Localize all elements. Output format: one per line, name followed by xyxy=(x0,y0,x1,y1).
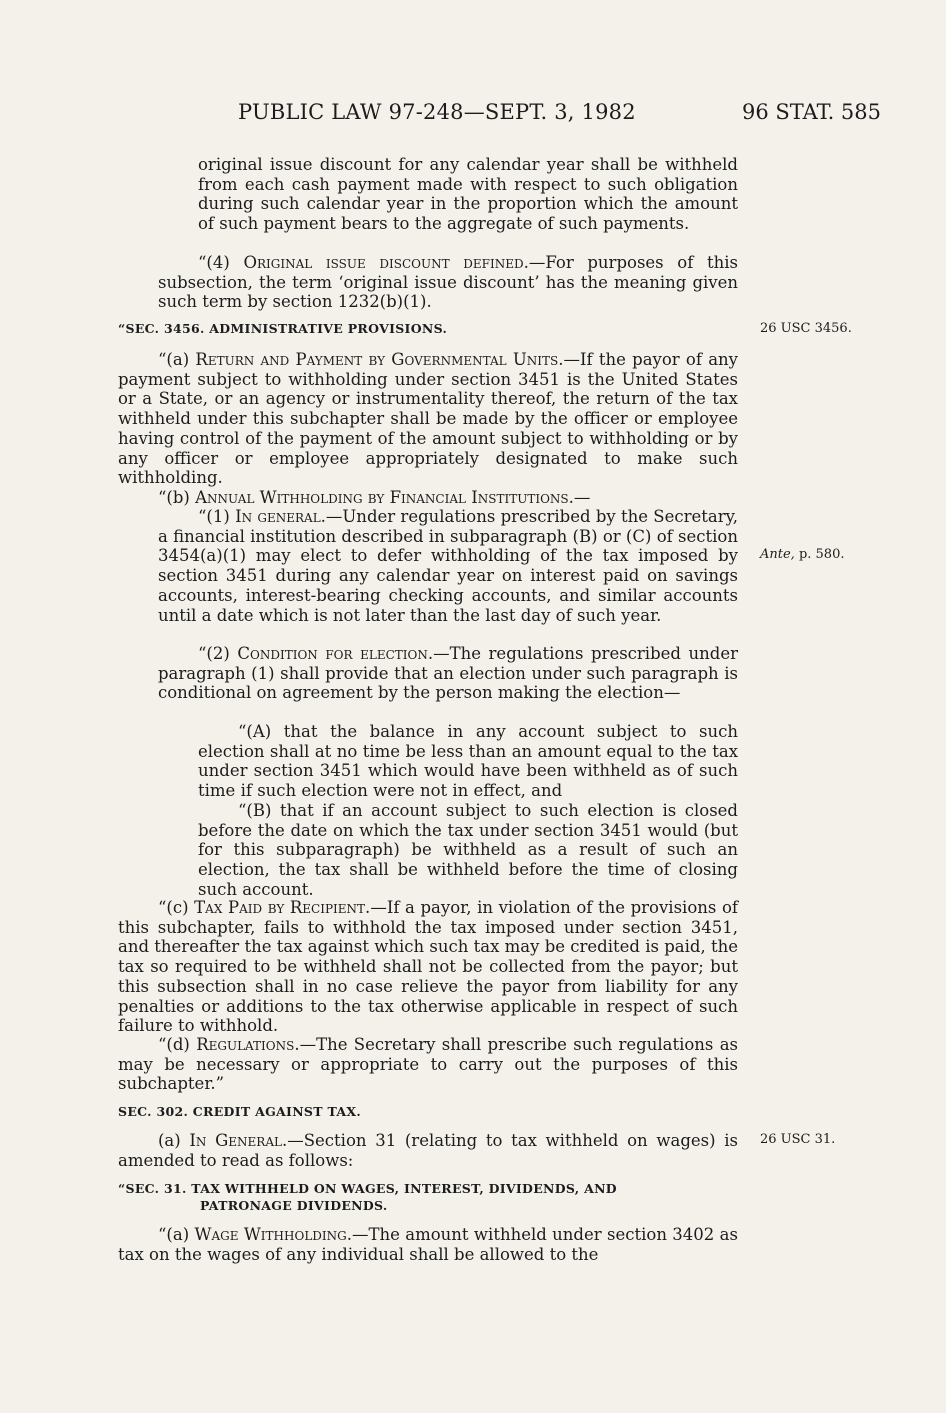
section-3456-heading: “SEC. 3456. ADMINISTRATIVE PROVISIONS. xyxy=(118,321,448,336)
section-heading-line-1: “SEC. 31. TAX WITHHELD ON WAGES, INTEREST, DIVIDENDS, AND xyxy=(118,1181,617,1196)
subparagraph-A: “(A) that the balance in any account subject to such election shall at no time be less than an amount equal to the tax under section 3451 which would have been withheld as of such time if such election were not in effect, and xyxy=(198,722,738,801)
subsection-c xyxy=(118,898,738,1036)
paragraph-text: —If a payor, in violation of the provisions of this subchapter, fails to withhold the tax imposed under section 3451, and thereafter the tax against which such tax may be credited is paid, the tax so required to be withheld shall not be collected from the payor; but this subsection shall in no case relieve the payor from liability for any penalties or additions to the tax otherwise applicable in respect of such failure to withhold. xyxy=(118,898,739,1036)
paragraph-b-1 xyxy=(158,507,738,625)
paragraph-text: —The Secretary shall prescribe such regulations as may be necessary or appropriate to carry out the purposes of this subchapter.” xyxy=(118,1035,739,1094)
paragraph-heading: In general. xyxy=(235,507,326,526)
paragraph-number: “(1) xyxy=(198,507,236,526)
paragraph-text: —For purposes of this subsection, the term ‘original issue discount’ has the meaning given such term by section 1232(b)(1). xyxy=(158,253,738,312)
paragraph-heading: In General. xyxy=(189,1131,288,1150)
paragraph-heading: Regulations. xyxy=(196,1035,300,1054)
paragraph-number: “(4) xyxy=(198,253,244,272)
paragraph-heading: Wage Withholding. xyxy=(194,1225,352,1244)
paragraph-continuation: original issue discount for any calendar year shall be withheld from each cash payment made with respect to such obligation during such calendar year in the proportion which the amount of such payment bears to the aggregate of such payments. xyxy=(198,155,738,234)
paragraph-number: “(2) xyxy=(198,644,238,663)
paragraph-text: —Under regulations prescribed by the Secretary, a financial institution described in subparagraph (B) or (C) of section 3454(a)(1) may elect to defer withholding of the tax imposed by section 3451 during any calendar year on interest paid on savings accounts, interest-bearing checking accounts, and similar accounts until a date which is not later than the last day of such year. xyxy=(158,507,738,625)
margin-note-26usc31: 26 USC 31. xyxy=(760,1132,836,1147)
paragraph-text: —Section 31 (relating to tax withheld on wages) is amended to read as follows: xyxy=(118,1131,738,1170)
paragraph-number: “(c) xyxy=(158,898,195,917)
margin-note-ante xyxy=(760,547,844,562)
section-302-subsection-a xyxy=(118,1131,738,1170)
section-31-subsection-a xyxy=(118,1225,738,1264)
paragraph-b-2 xyxy=(158,644,738,703)
paragraph-text: —If the payor of any payment subject to withholding under section 3451 is the United States or a State, or an agency or instrumentality thereof, the return of the tax withheld under this subchapter shall be made by the officer or employee having control of the payment of the amount subject to withholding or by any officer or employee appropriately designated to make such withholding. xyxy=(118,350,738,488)
paragraph-number: “(d) xyxy=(158,1035,197,1054)
paragraph-number: “(b) xyxy=(158,488,196,507)
paragraph-heading: Tax Paid by Recipient. xyxy=(194,898,371,917)
paragraph-heading: Return and Payment by Governmental Units. xyxy=(195,350,564,369)
section-302-heading: SEC. 302. CREDIT AGAINST TAX. xyxy=(118,1104,362,1119)
margin-note-italic: Ante, xyxy=(760,547,795,562)
paragraph-text: — xyxy=(573,488,591,507)
subparagraph-B: “(B) that if an account subject to such election is closed before the date on which the tax under section 3451 would (but for this subparagraph) be withheld as a result of such an election, the tax shall be withheld before the time of closing such account. xyxy=(198,801,738,899)
section-heading-line-2: PATRONAGE DIVIDENDS. xyxy=(200,1198,388,1213)
paragraph-4 xyxy=(158,253,738,312)
paragraph-number: (a) xyxy=(158,1131,190,1150)
section-31-heading xyxy=(118,1180,738,1214)
margin-note-text: p. 580. xyxy=(794,547,845,562)
subsection-a xyxy=(118,350,738,488)
paragraph-heading: Condition for election. xyxy=(237,644,434,663)
subsection-b xyxy=(118,488,738,508)
paragraph-heading: Original issue discount defined. xyxy=(243,253,529,272)
running-header-title: PUBLIC LAW 97-248—SEPT. 3, 1982 xyxy=(238,100,636,124)
paragraph-text: —The regulations prescribed under paragraph (1) shall provide that an election under such paragraph is conditional on agreement by the person making the election— xyxy=(158,644,738,703)
margin-note-26usc3456: 26 USC 3456. xyxy=(760,321,852,336)
subsection-d xyxy=(118,1035,738,1094)
paragraph-text: —The amount withheld under section 3402 as tax on the wages of any individual shall be allowed to the xyxy=(118,1225,738,1264)
page-number: 96 STAT. 585 xyxy=(742,100,882,124)
paragraph-number: “(a) xyxy=(158,350,196,369)
paragraph-heading: Annual Withholding by Financial Institutions. xyxy=(195,488,574,507)
paragraph-number: “(a) xyxy=(158,1225,195,1244)
